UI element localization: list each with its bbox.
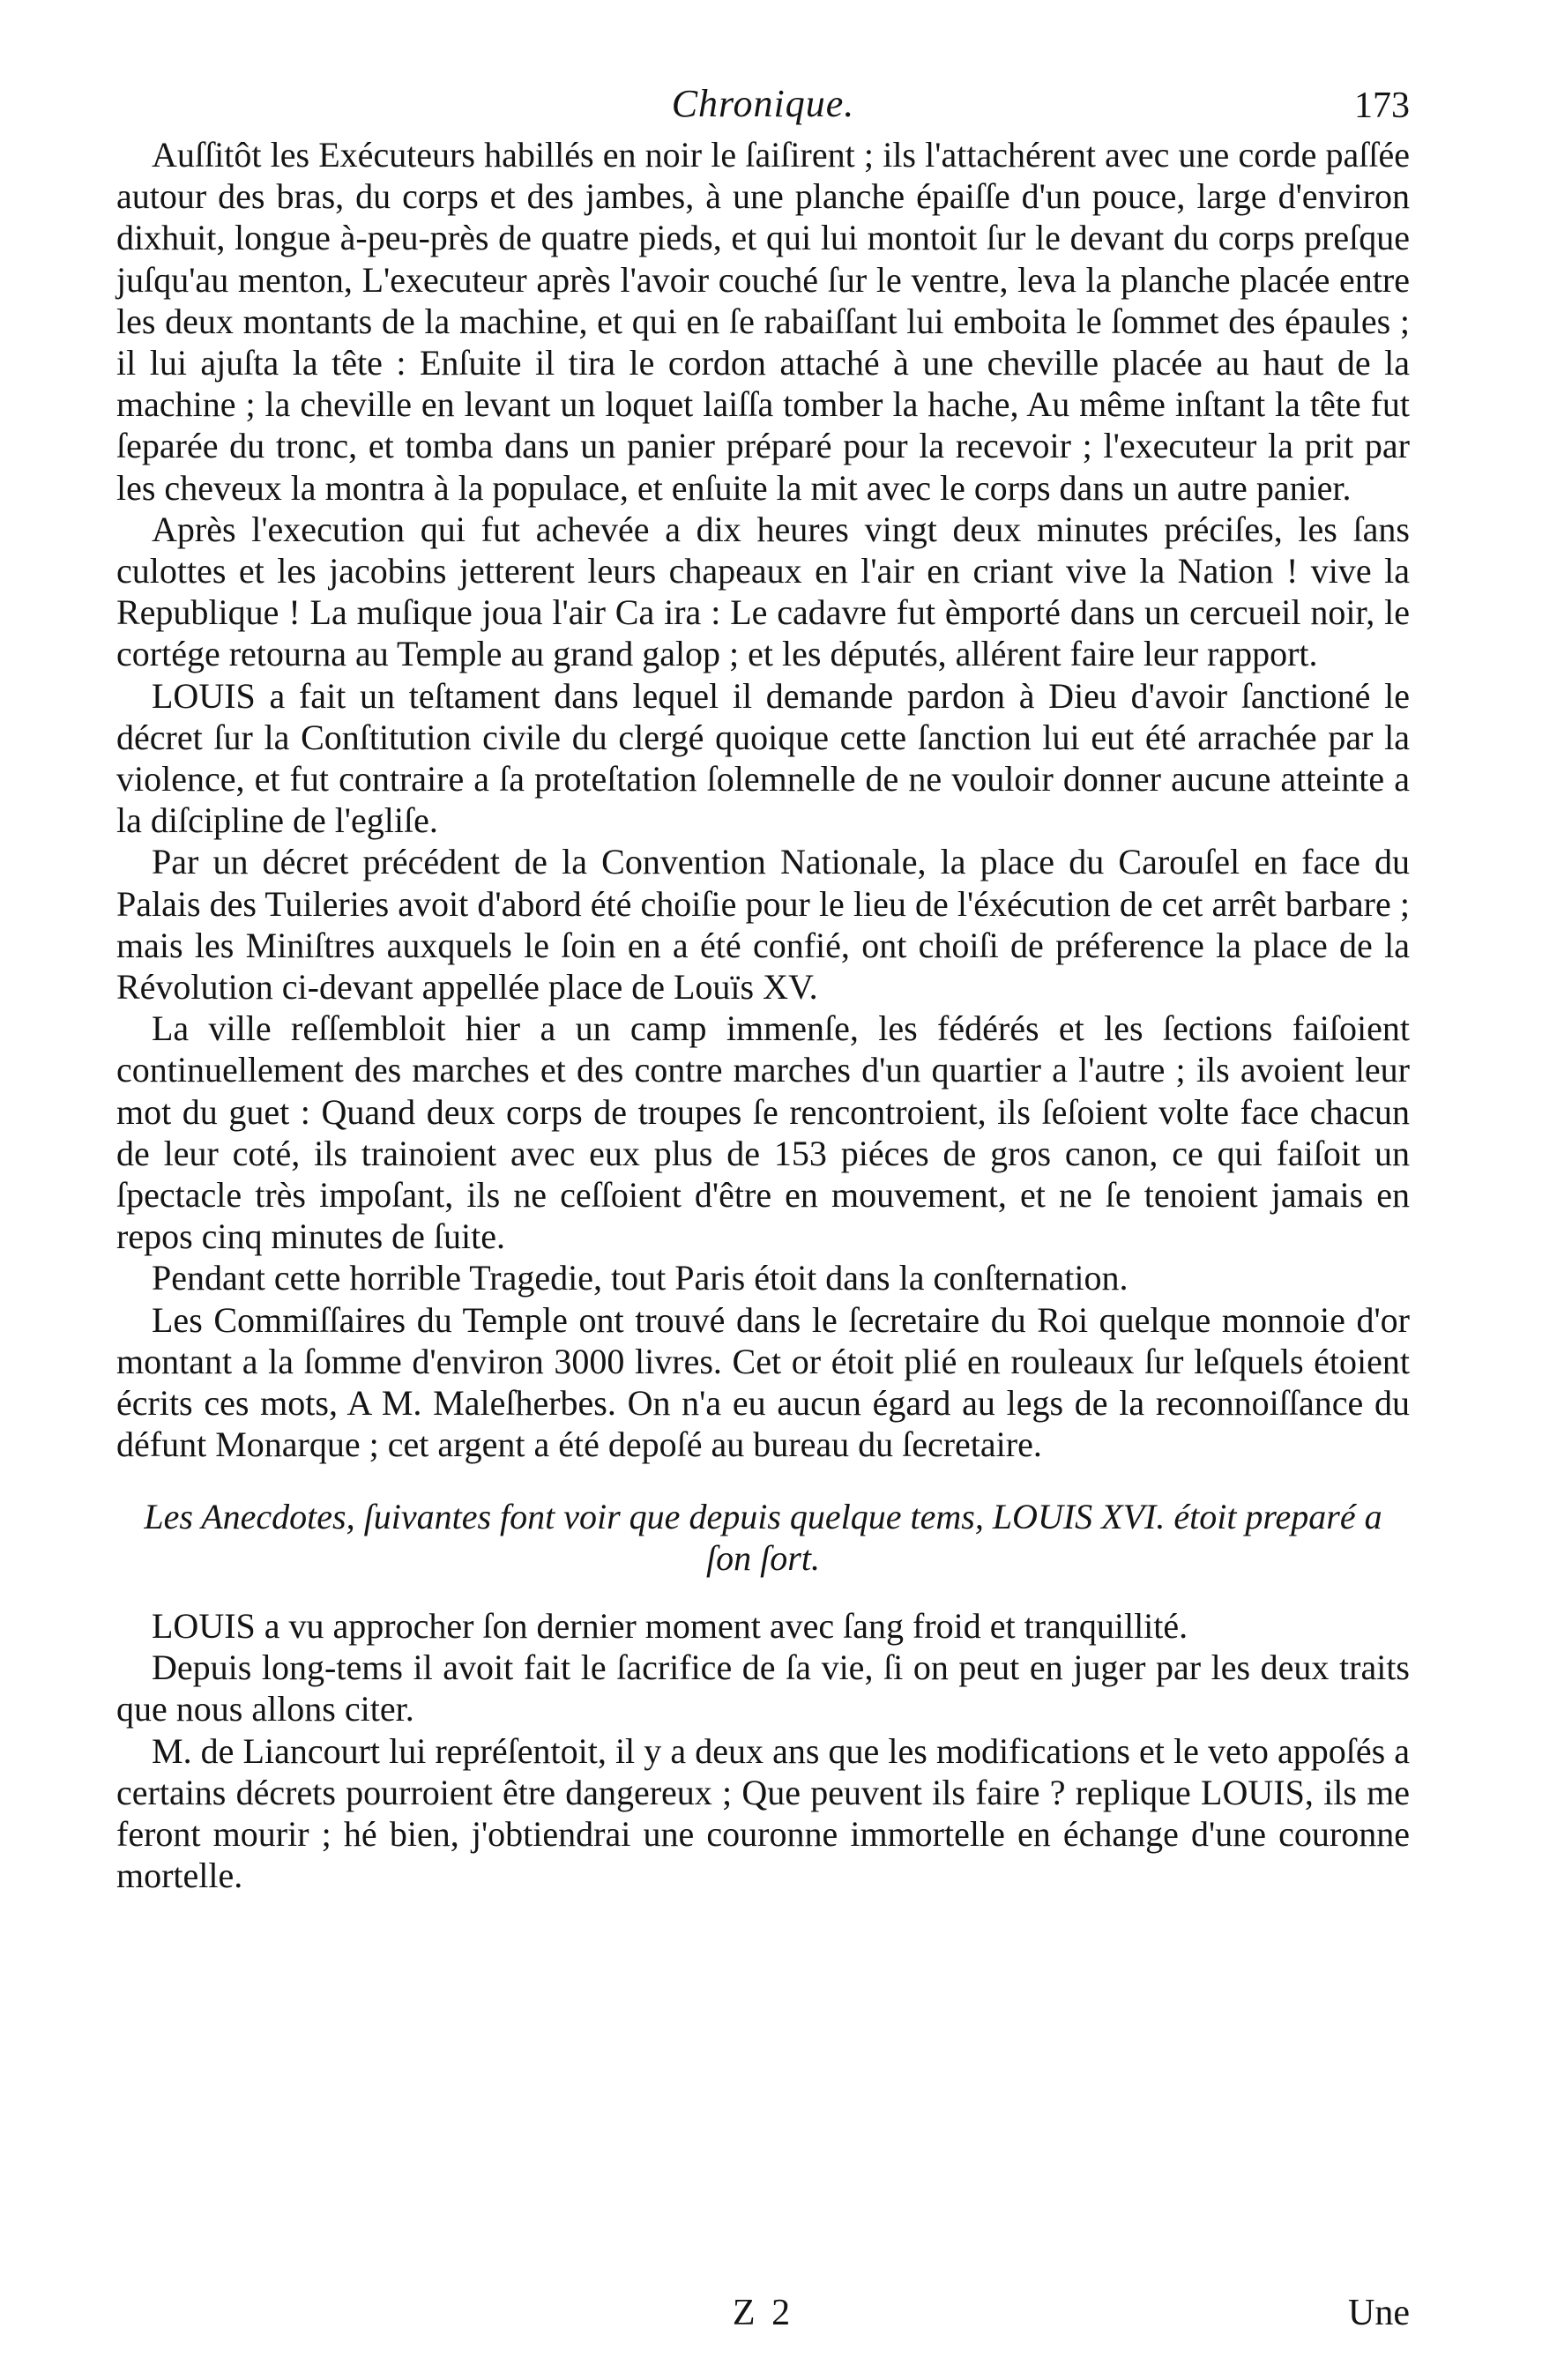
running-head — [116, 72, 1410, 134]
paragraph-after-execution: Après l'execution qui fut achevée a dix heures vingt deux minutes préciſes, les ſans culottes et les jacobins jetterent leurs chapeaux en l'air en criant vive la Nation ! vive la Republique ! La muſique joua l'air Ca ira : Le cadavre fut èmporté dans un cercueil noir, le cortége retourna au Temple au grand galop ; et les députés, allérent faire leur rapport. — [116, 509, 1410, 674]
catchword: Une — [1348, 2293, 1410, 2333]
section-subhead: Les Anecdotes, ſuivantes font voir que depuis quelque tems, LOUIS XVI. étoit preparé a ſon ſort. — [144, 1496, 1382, 1578]
running-title: Chronique. — [671, 82, 855, 125]
paragraph-consternation: Pendant cette horrible Tragedie, tout Paris étoit dans la conſternation. — [152, 1258, 1129, 1298]
paragraph-place: Par un décret précédent de la Convention Nationale, la place du Carouſel en face du Palais des Tuileries avoit d'abord été choiſie pour le lieu de l'éxécution de cet arrêt barbare ; mais les Miniſtres auxquels le ſoin en a été confié, ont choiſi de préference la place de la Révolution ci-devant appellée place de Louïs XV. — [116, 842, 1410, 1008]
paragraph-execution: Auſſitôt les Exécuteurs habillés en noir le ſaiſirent ; ils l'attachérent avec une corde paſſée autour des bras, du corps et des jambes, à une planche épaiſſe d'un pouce, large d'environ dixhuit, longue à-peu-près de quatre pieds, et qui lui montoit ſur le devant du corps preſque juſqu'au menton, L'executeur après l'avoir couché ſur le ventre, leva la planche placée entre les deux montants de la machine, et qui en ſe rabaiſſant lui emboita le ſommet des épaules ; il lui ajuſta la tête : Enſuite il tira le cordon attaché à une cheville placée au haut de la machine ; la cheville en levant un loquet laiſſa tomber la hache, Au même inſtant la tête fut ſeparée du tronc, et tomba dans un panier préparé pour la recevoir ; l'executeur la prit par les cheveux la montra à la populace, et enſuite la mit avec le corps dans un autre panier. — [116, 135, 1410, 508]
page-footer — [116, 2292, 1410, 2345]
signature-mark: Z 2 — [732, 2293, 794, 2333]
anecdote-sacrifice: Depuis long-tems il avoit fait le ſacrifice de ſa vie, ſi on peut en juger par les deux traits que nous allons citer. — [116, 1647, 1410, 1729]
body-text — [116, 134, 1410, 1896]
paragraph-testament: LOUIS a fait un teſtament dans lequel il demande pardon à Dieu d'avoir ſanctioné le décret ſur la Conſtitution civile du clergé quoique cette ſanction lui eut été arrachée par la violence, et fut contraire a ſa proteſtation ſolemnelle de ne vouloir donner aucune atteinte a la diſcipline de l'egliſe. — [116, 675, 1410, 841]
paragraph-commissaires: Les Commiſſaires du Temple ont trouvé dans le ſecretaire du Roi quelque monnoie d'or montant a la ſomme d'environ 3000 livres. Cet or étoit plié en rouleaux ſur leſquels étoient écrits ces mots, A M. Maleſherbes. On n'a eu aucun égard au legs de la reconnoiſſance du défunt Monarque ; cet argent a été depoſé au bureau du ſecretaire. — [116, 1299, 1410, 1465]
anecdote-sang-froid: LOUIS a vu approcher ſon dernier moment avec ſang froid et tranquillité. — [152, 1605, 1188, 1646]
anecdote-liancourt: M. de Liancourt lui repréſentoit, il y a deux ans que les modifications et le veto appoſés a certains décrets pourroient être dangereux ; Que peuvent ils faire ? replique LOUIS, ils me feront mourir ; hé bien, j'obtiendrai une couronne immortelle en échange d'une couronne mortelle. — [116, 1730, 1410, 1896]
paragraph-city: La ville reſſembloit hier a un camp immenſe, les fédérés et les ſections faiſoient continuellement des marches et des contre marches d'un quartier a l'autre ; ils avoient leur mot du guet : Quand deux corps de troupes ſe rencontroient, ils ſeſoient volte face chacun de leur coté, ils trainoient avec eux plus de 153 piéces de gros canon, ce qui faiſoit un ſpectacle très impoſant, ils ne ceſſoient d'être en mouvement, et ne ſe tenoient jamais en repos cinq minutes de ſuite. — [116, 1008, 1410, 1257]
page-number: 173 — [1354, 86, 1410, 126]
